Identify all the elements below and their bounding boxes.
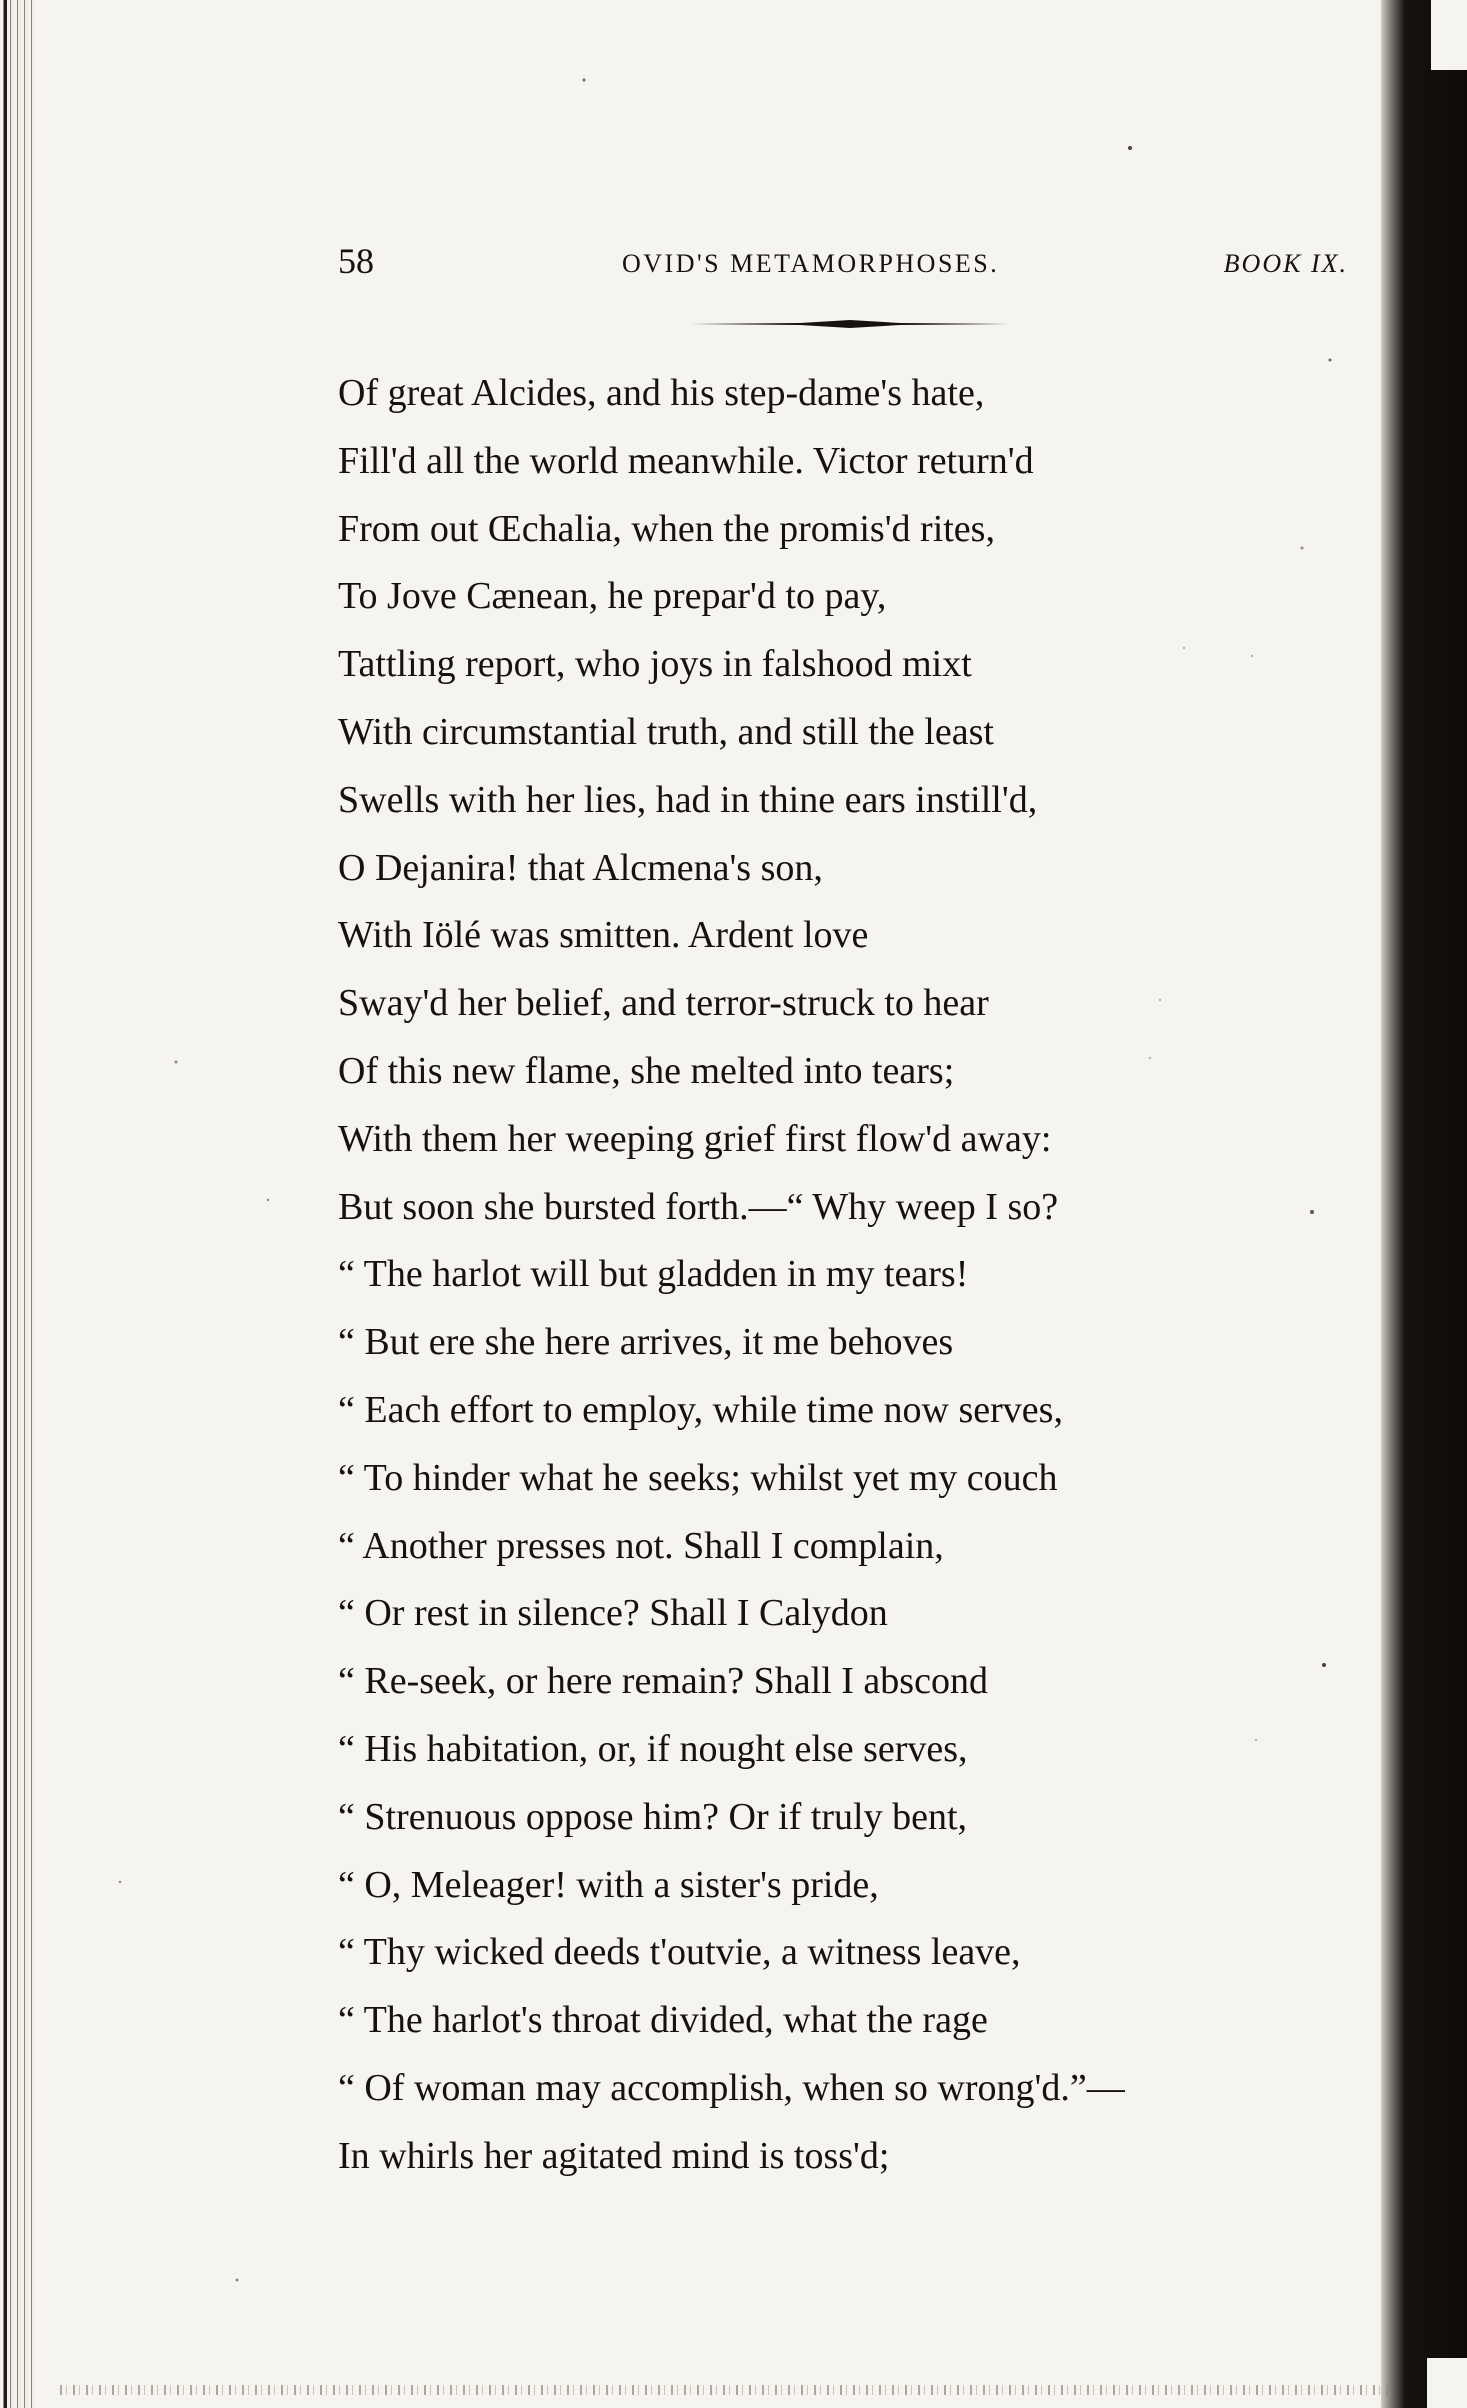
verse-line: “ Re-seek, or here remain? Shall I abscond [338,1660,988,1703]
verse-line: Swells with her lies, had in thine ears instill'd, [338,778,1038,821]
verse-line: With circumstantial truth, and still the least [338,710,994,753]
binding-line [4,0,7,2408]
verse-line: “ The harlot will but gladden in my tears! [338,1253,969,1296]
verse-line: “ Another presses not. Shall I complain, [338,1524,944,1567]
verse-line: “ Strenuous oppose him? Or if truly bent, [338,1795,968,1838]
verse-line: In whirls her agitated mind is toss'd; [338,2134,890,2177]
bottom-edge-noise [60,2385,1390,2395]
verse-line: “ The harlot's throat divided, what the rage [338,1999,988,2042]
running-title: OVID'S METAMORPHOSES. [622,249,1000,278]
verse-line: “ Thy wicked deeds t'outvie, a witness leave, [338,1931,1021,1974]
verse-line: Of great Alcides, and his step-dame's hate, [338,372,985,414]
verse-line: Fill'd all the world meanwhile. Victor return'd [338,439,1034,482]
verse-line: “ But ere she here arrives, it me behoves [338,1321,954,1364]
page-edge-notch [1431,0,1467,70]
verse-line: Tattling report, who joys in falshood mixt [338,643,972,686]
verse-line: With them her weeping grief first flow'd away: [338,1117,1052,1160]
verse-line: “ To hinder what he seeks; whilst yet my couch [338,1456,1058,1499]
verse-line: “ His habitation, or, if nought else serves, [338,1727,968,1770]
running-header [338,236,1348,296]
verse-line: Of this new flame, she melted into tears; [338,1049,955,1092]
verse-line: “ Or rest in silence? Shall I Calydon [338,1592,888,1635]
verse-line: From out Œchalia, when the promis'd rites, [338,507,995,550]
verse-line: “ Each effort to employ, while time now serves, [338,1388,1063,1431]
verse-line: “ O, Meleager! with a sister's pride, [338,1863,879,1906]
page-corner [1427,2358,1467,2408]
page-edge-shadow [1381,0,1467,2408]
page-number: 58 [338,241,374,281]
header-ornament-rule [690,318,1010,330]
verse-line: Sway'd her belief, and terror-struck to hear [338,982,989,1025]
verse-line: O Dejanira! that Alcmena's son, [338,846,823,889]
book-label: BOOK IX. [1223,249,1348,278]
verse-line: With Iölé was smitten. Ardent love [338,914,869,957]
verse-line: But soon she bursted forth.—“ Why weep I so? [338,1185,1059,1228]
verse-block [338,360,1348,2191]
verse-line: “ Of woman may accomplish, when so wrong'd.”— [338,2066,1125,2109]
verse-line: To Jove Cænean, he prepar'd to pay, [338,575,887,618]
